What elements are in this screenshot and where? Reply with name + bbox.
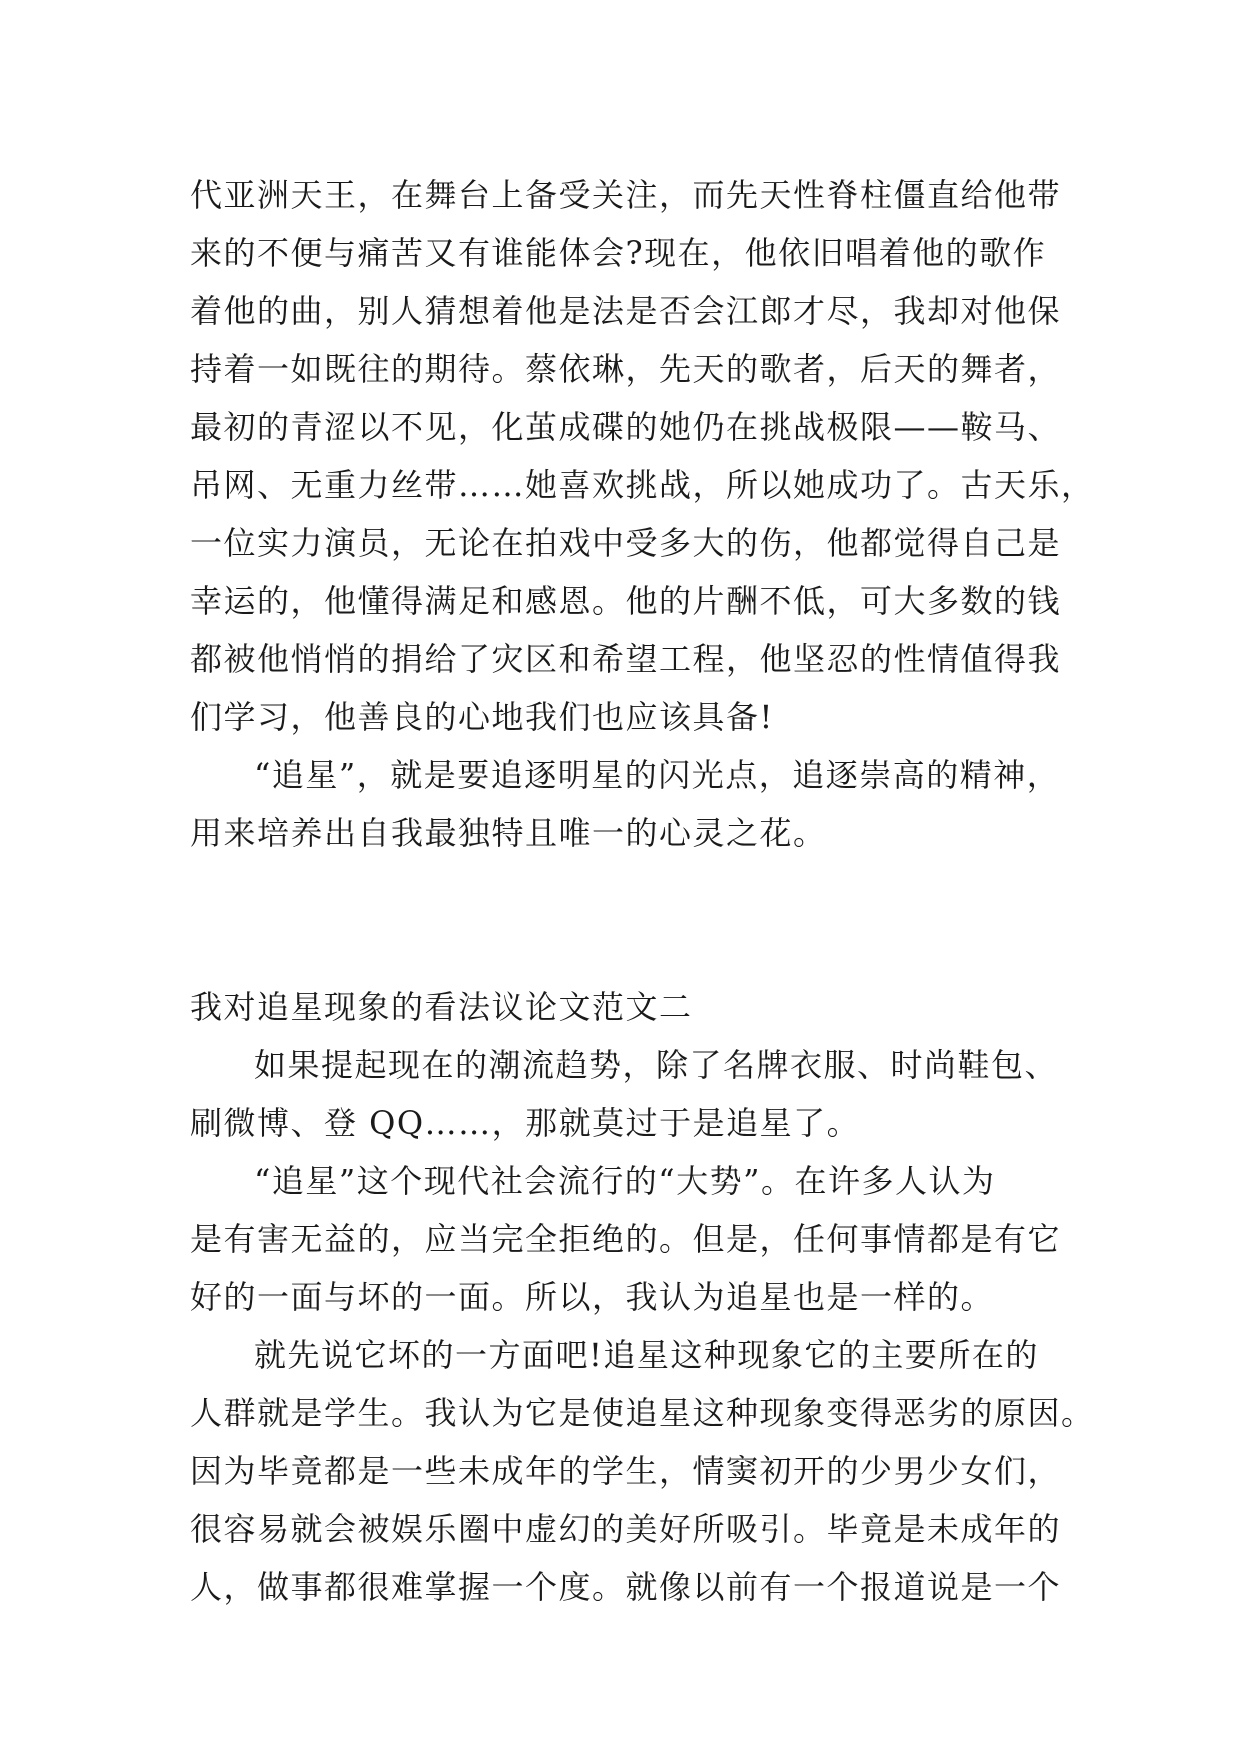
text-line: “追星”这个现代社会流行的“大势”。在许多人认为: [254, 1162, 996, 1200]
text-line: 很容易就会被娱乐圈中虚幻的美好所吸引。毕竟是未成年的: [190, 1510, 1062, 1548]
text-line: 如果提起现在的潮流趋势，除了名牌衣服、时尚鞋包、: [254, 1046, 1059, 1084]
text-line: 最初的青涩以不见，化茧成碟的她仍在挑战极限——鞍马、: [190, 408, 1062, 446]
section-title: 我对追星现象的看法议论文范文二: [190, 988, 693, 1026]
text-line: 吊网、无重力丝带……她喜欢挑战，所以她成功了。古天乐，: [190, 466, 1095, 504]
document-body: [190, 166, 1095, 1616]
paragraph-2: [190, 746, 1070, 862]
text-line: 人，做事都很难掌握一个度。就像以前有一个报道说是一个: [190, 1568, 1062, 1606]
text-line: 是有害无益的，应当完全拒绝的。但是，任何事情都是有它: [190, 1220, 1062, 1258]
text-line: 刷微博、登 QQ……，那就莫过于是追星了。: [190, 1104, 861, 1142]
section-gap: [190, 862, 1070, 978]
paragraph-1: [190, 166, 1095, 746]
text-line: 着他的曲，别人猜想着他是法是否会江郎才尽，我却对他保: [190, 292, 1062, 330]
text-line: 都被他悄悄的捐给了灾区和希望工程，他坚忍的性情值得我: [190, 640, 1062, 678]
paragraph-4: [190, 1152, 1070, 1326]
text-line: 因为毕竟都是一些未成年的学生，情窦初开的少男少女们，: [190, 1452, 1062, 1490]
text-line: 幸运的，他懂得满足和感恩。他的片酬不低，可大多数的钱: [190, 582, 1062, 620]
text-line: 代亚洲天王，在舞台上备受关注，而先天性脊柱僵直给他带: [190, 176, 1062, 214]
text-line: 人群就是学生。我认为它是使追星这种现象变得恶劣的原因。: [190, 1394, 1095, 1432]
text-line: 来的不便与痛苦又有谁能体会?现在，他依旧唱着他的歌作: [190, 234, 1047, 272]
text-line: 们学习，他善良的心地我们也应该具备!: [190, 698, 774, 736]
text-line: 持着一如既往的期待。蔡依琳，先天的歌者，后天的舞者，: [190, 350, 1062, 388]
paragraph-3: [190, 1036, 1070, 1152]
text-line: 好的一面与坏的一面。所以，我认为追星也是一样的。: [190, 1278, 995, 1316]
text-line: 就先说它坏的一方面吧!追星这种现象它的主要所在的: [254, 1336, 1039, 1374]
paragraph-5: [190, 1326, 1095, 1616]
text-line: 用来培养出自我最独特且唯一的心灵之花。: [190, 814, 827, 852]
text-line: 一位实力演员，无论在拍戏中受多大的伤，他都觉得自己是: [190, 524, 1062, 562]
text-line: “追星”，就是要追逐明星的闪光点，追逐崇高的精神，: [254, 756, 1061, 794]
